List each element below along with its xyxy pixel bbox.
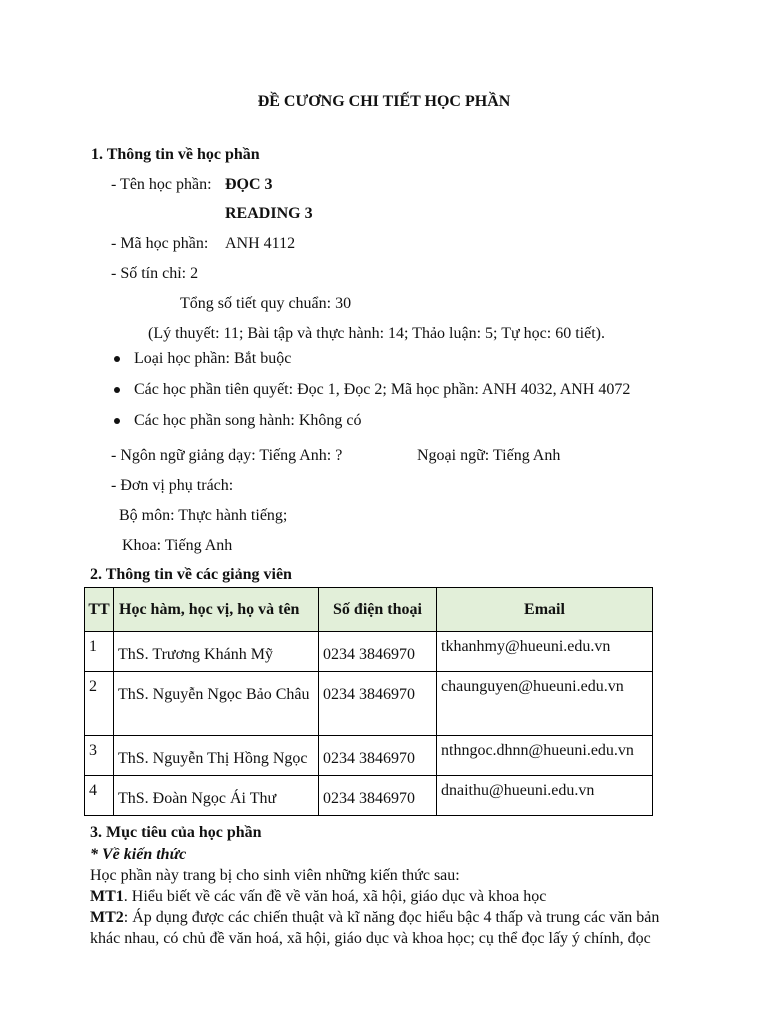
column-header: TT <box>85 588 114 632</box>
lecturer-name: ThS. Nguyễn Thị Hồng Ngọc <box>114 736 319 776</box>
table-row <box>85 776 653 816</box>
column-header: Số điện thoại <box>319 588 437 632</box>
row-number: 2 <box>85 672 114 736</box>
period-breakdown: (Lý thuyết: 11; Bài tập và thực hành: 14; Thảo luận: 5; Tự học: 60 tiết). <box>148 325 605 342</box>
lecturer-name: ThS. Đoàn Ngọc Ái Thư <box>114 776 319 816</box>
section2-heading: 2. Thông tin về các giảng viên <box>90 566 292 583</box>
bullet-icon <box>114 418 120 424</box>
prerequisites: Các học phần tiên quyết: Đọc 1, Đọc 2; Mã học phần: ANH 4032, ANH 4072 <box>134 381 631 398</box>
course-type: Loại học phần: Bắt buộc <box>134 350 292 367</box>
course-name-en: READING 3 <box>225 205 313 222</box>
credits: - Số tín chỉ: 2 <box>111 265 199 282</box>
objective-mt2-continued: khác nhau, có chủ đề văn hoá, xã hội, giáo dục và khoa học; cụ thể đọc lấy ý chính, đọc <box>90 930 651 947</box>
objectives-intro: Học phần này trang bị cho sinh viên những kiến thức sau: <box>90 867 460 884</box>
mt1-label: MT1 <box>90 888 124 905</box>
course-code-label: - Mã học phần: <box>111 235 209 252</box>
lecturer-phone: 0234 3846970 <box>319 736 437 776</box>
section3-heading: 3. Mục tiêu của học phần <box>90 824 262 841</box>
unit-label: - Đơn vị phụ trách: <box>111 477 234 494</box>
department: Bộ môn: Thực hành tiếng; <box>119 507 288 524</box>
lecturer-phone: 0234 3846970 <box>319 632 437 672</box>
row-number: 3 <box>85 736 114 776</box>
column-header: Email <box>437 588 653 632</box>
mt1-text: . Hiểu biết về các vấn đề về văn hoá, xã hội, giáo dục và khoa học <box>123 888 547 905</box>
course-code: ANH 4112 <box>225 235 296 252</box>
bullet-icon <box>114 356 120 362</box>
objective-mt2 <box>90 908 659 928</box>
table-row <box>85 672 653 736</box>
lecturer-table <box>84 587 653 816</box>
row-number: 1 <box>85 632 114 672</box>
lecturer-email[interactable]: tkhanhmy@hueuni.edu.vn <box>437 632 653 672</box>
lecturer-name: ThS. Trương Khánh Mỹ <box>114 632 319 672</box>
lecturer-email[interactable]: chaunguyen@hueuni.edu.vn <box>437 672 653 736</box>
objective-mt1 <box>90 887 546 907</box>
section1-heading: 1. Thông tin về học phần <box>91 146 260 163</box>
course-name-label: - Tên học phần: <box>111 176 212 193</box>
lecturer-email[interactable]: dnaithu@hueuni.edu.vn <box>437 776 653 816</box>
total-periods: Tổng số tiết quy chuẩn: 30 <box>180 295 352 312</box>
column-header: Học hàm, học vị, họ và tên <box>114 588 319 632</box>
knowledge-subheading: * Về kiến thức <box>90 846 187 863</box>
lecturer-email[interactable]: nthngoc.dhnn@hueuni.edu.vn <box>437 736 653 776</box>
table-header-row <box>85 588 653 632</box>
mt2-label: MT2 <box>90 909 124 926</box>
table-row <box>85 632 653 672</box>
table-row <box>85 736 653 776</box>
lecturer-phone: 0234 3846970 <box>319 672 437 736</box>
row-number: 4 <box>85 776 114 816</box>
faculty: Khoa: Tiếng Anh <box>122 537 233 554</box>
lecturer-name: ThS. Nguyễn Ngọc Bảo Châu <box>114 672 319 736</box>
lecturer-phone: 0234 3846970 <box>319 776 437 816</box>
mt2-text: : Áp dụng được các chiến thuật và kĩ năng đọc hiểu bậc 4 thấp và trung các văn bản <box>123 909 660 926</box>
bullet-icon <box>114 387 120 393</box>
course-name-vi: ĐỌC 3 <box>225 176 273 193</box>
teaching-language: - Ngôn ngữ giảng dạy: Tiếng Anh: ? <box>111 447 343 464</box>
foreign-language: Ngoại ngữ: Tiếng Anh <box>417 447 561 464</box>
corequisites: Các học phần song hành: Không có <box>134 412 362 429</box>
page-title: ĐỀ CƯƠNG CHI TIẾT HỌC PHẦN <box>257 93 511 110</box>
